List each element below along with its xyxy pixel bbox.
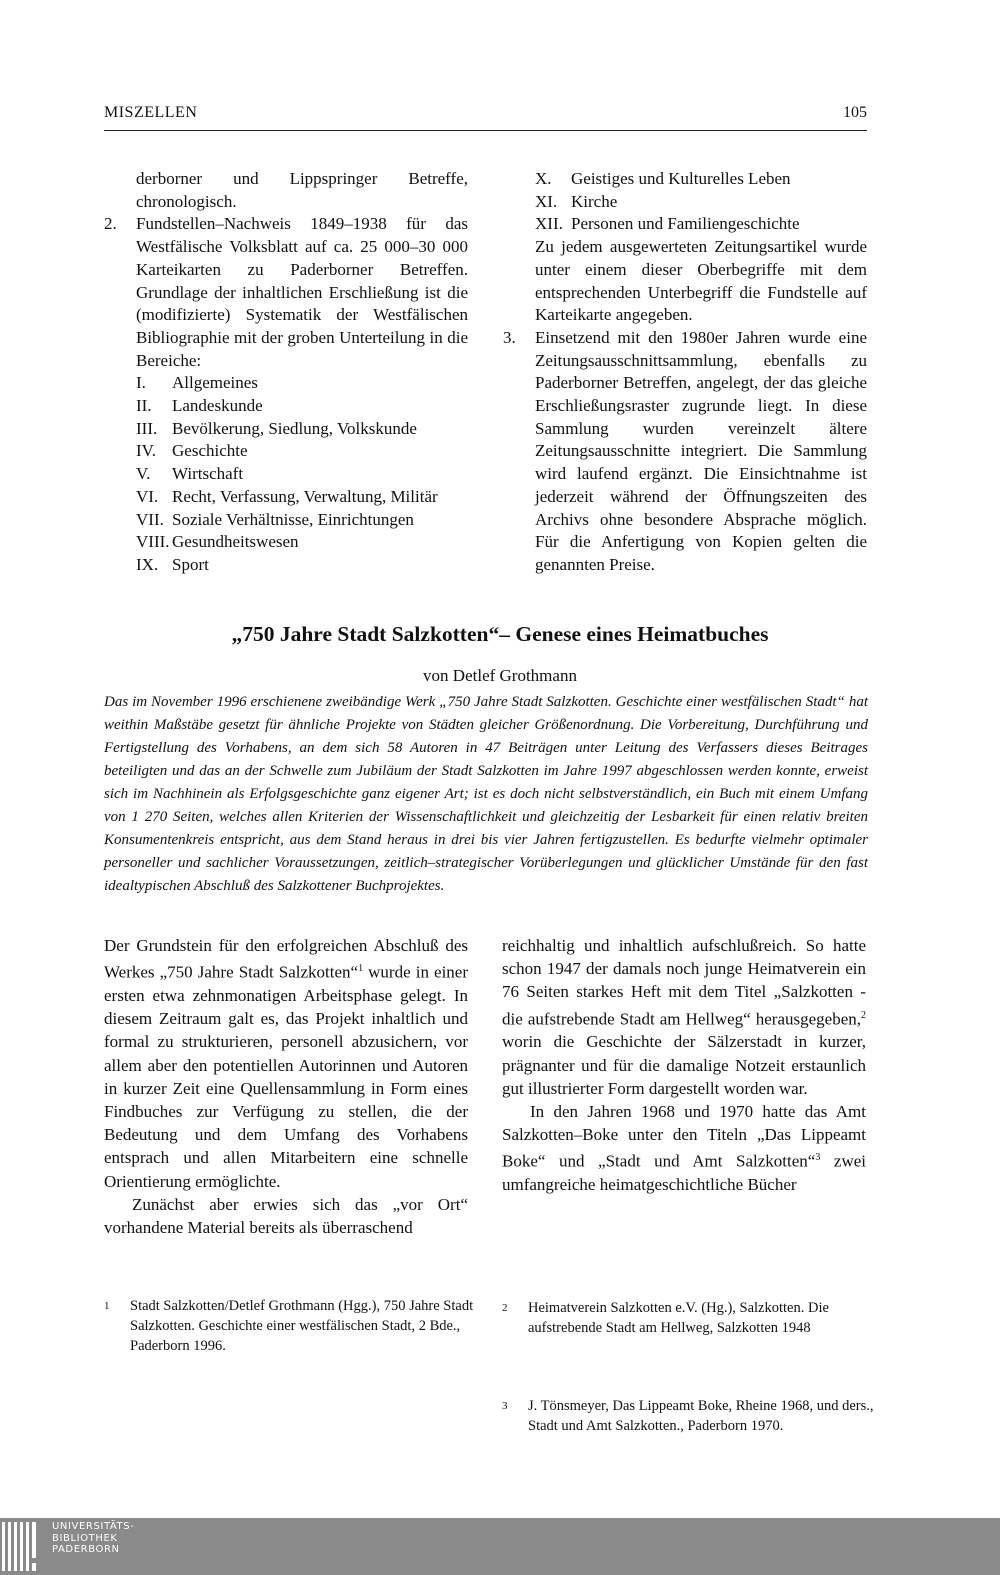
footnote-ref: 1 — [358, 963, 364, 975]
list-item — [136, 440, 468, 463]
list-item-label: Geschichte — [172, 441, 248, 461]
list-item — [136, 554, 468, 577]
roman-numeral: II. — [136, 396, 152, 416]
footnote-text: Heimatverein Salzkotten e.V. (Hg.), Salzkotten. Die aufstrebende Stadt am Hellweg, Salzkotten 1948 — [528, 1300, 829, 1336]
category-note: Zu jedem ausgewerteten Zeitungsartikel wurde unter einem dieser Oberbegriffe mit dem entsprechenden Unterbegriff die Fundstelle auf Karteikarte angegeben. — [535, 237, 867, 325]
list-item-3 — [503, 327, 867, 577]
logo-line: BIBLIOTHEK — [52, 1532, 118, 1544]
list-item-label: Sport — [172, 554, 209, 574]
list-item-label: Wirtschaft — [172, 464, 244, 484]
list-item-label: Landeskunde — [172, 396, 263, 416]
roman-numeral: IX. — [136, 554, 159, 574]
category-list-continued — [503, 168, 867, 236]
body-paragraph: Zunächst aber erwies sich das „vor Ort“ vorhandene Material bereits als überraschend — [104, 1194, 468, 1238]
list-item-label: Soziale Verhältnisse, Einrichtungen — [172, 509, 414, 529]
list-item — [136, 463, 468, 486]
category-list — [104, 372, 468, 576]
page-number: 105 — [843, 104, 867, 121]
body-text: In den Jahren 1968 und 1970 hatte das Amt Salzkotten–Boke unter den Titeln „Das Lippeamt Boke“ und „Stadt und Amt Salzkotten“ — [502, 1102, 866, 1172]
item-text: Einsetzend mit den 1980er Jahren wurde eine Zeitungsausschnittsammlung, ebenfalls zu Paderborner Betreffen, angelegt, der das gleiche Erschließungsraster zugrunde liegt. In diese Sammlung wurden vereinzelt ältere Zeitungsausschnitte integriert. Die Sammlung wird laufend ergänzt. Die Einsichtnahme ist jederzeit während der Öffnungszeiten des Archivs ohne besondere Absprache möglich. Für die Anfertigung von Kopien gelten die genannten Preise. — [535, 327, 867, 574]
footnote — [104, 1296, 494, 1356]
article-title: „750 Jahre Stadt Salzkotten“– Genese eines Heimatbuches — [231, 622, 769, 646]
article-abstract: Das im November 1996 erschienene zweibändige Werk „750 Jahre Stadt Salzkotten. Geschichte einer westfälischen Stadt“ hat weithin Maßstäbe gesetzt für ähnliche Projekte von Städten gleicher Größenordnung. Die Vorbereitung, Durchführung und Fertigstellung des Vorhabens, an dem sich 58 Autoren in 47 Beiträgen unter Leitung des Verfassers dieses Beitrages beteiligten und das an der Schwelle zum Jubiläum der Stadt Salzkotten im Jahre 1997 abgeschlossen werden konnte, erweist sich im Nachhinein als Erfolgsgeschichte ganz eigener Art; ist es doch nicht selbstverständlich, ein Buch mit einem Umfang von 1 270 Seiten, welches allen Kriterien der Wissenschaftlichkeit und gleichzeitig der Lesbarkeit für einen relativ breiten Konsumentenkreis entspricht, aus dem Stand heraus in drei bis vier Jahren fertigzustellen. Es bedurfte vielmehr optimaler personeller und sachlicher Voraussetzungen, zeitlich–strategischer Vorüberlegungen und glücklicher Umstände für den fast idealtypischen Abschluß des Salzkottener Buchprojektes. — [104, 694, 868, 894]
list-item — [535, 168, 867, 191]
list-item-2 — [104, 213, 468, 372]
library-logo-bars-icon — [0, 1518, 40, 1575]
running-title: MISZELLEN — [104, 104, 198, 121]
footnote-number: 3 — [502, 1400, 508, 1412]
list-item — [136, 395, 468, 418]
list-item-label: Allgemeines — [172, 373, 258, 393]
logo-line: UNIVERSITÄTS- — [52, 1521, 135, 1532]
body-paragraph — [502, 934, 866, 1100]
footnote — [502, 1396, 892, 1436]
list-item-label: Bevölkerung, Siedlung, Volkskunde — [172, 418, 417, 438]
footnote-text: Stadt Salzkotten/Detlef Grothmann (Hgg.), 750 Jahre Stadt Salzkotten. Geschichte einer westfälischen Stadt, 2 Bde., Paderborn 1996. — [130, 1298, 474, 1354]
list-item — [535, 213, 867, 236]
logo-line: PADERBORN — [52, 1544, 120, 1555]
roman-numeral: I. — [136, 373, 146, 393]
list-item — [535, 191, 867, 214]
body-paragraph — [104, 934, 468, 1193]
library-logo-text — [52, 1521, 134, 1556]
roman-numeral: X. — [535, 169, 552, 188]
roman-numeral: XII. — [535, 214, 563, 234]
list-item — [136, 372, 468, 395]
item-number: 2. — [104, 214, 117, 234]
body-left-column — [104, 934, 468, 1239]
body-text: reichhaltig und inhaltlich aufschlußreich. So hatte schon 1947 der damals noch junge Heimatverein ein 76 Seiten starkes Heft mit dem Titel „Salzkotten - die aufstrebende Stadt am Hellweg“ herausgegeben, — [502, 936, 866, 1029]
list-item — [136, 486, 468, 509]
footnote-ref: 3 — [815, 1152, 821, 1164]
body-text: zwei umfangreiche heimatgeschichtliche Bücher — [502, 1152, 866, 1195]
roman-numeral: XI. — [535, 191, 558, 211]
list-item-label: Gesundheitswesen — [172, 532, 299, 552]
footnote-number: 2 — [502, 1302, 508, 1314]
body-right-column — [502, 934, 866, 1197]
upper-right-column — [503, 168, 867, 577]
item-text: Fundstellen–Nachweis 1849–1938 für das Westfälische Volksblatt auf ca. 25 000–30 000 Karteikarten zu Paderborner Betreffen. Grundlage der inhaltlichen Erschließung ist die (modifizierte) Systematik der Westfälischen Bibliographie mit der groben Unterteilung in die Bereiche: — [136, 214, 468, 370]
roman-numeral: V. — [136, 464, 151, 484]
roman-numeral: III. — [136, 418, 158, 438]
list-item — [136, 531, 468, 554]
list-item-label: Geistiges und Kulturelles Leben — [571, 169, 791, 188]
item-number: 3. — [503, 327, 516, 347]
article-author: von Detlef Grothmann — [423, 666, 577, 685]
footnote-ref: 2 — [861, 1009, 866, 1021]
roman-numeral: VII. — [136, 509, 164, 529]
footer-band — [0, 1518, 1000, 1575]
list-item-label: Personen und Familiengeschichte — [571, 214, 800, 234]
list-item — [136, 418, 468, 441]
footnote — [502, 1298, 892, 1338]
list-item-label: Kirche — [571, 191, 618, 211]
footnote-text: J. Tönsmeyer, Das Lippeamt Boke, Rheine 1968, und ders., Stadt und Amt Salzkotten., Paderborn 1970. — [528, 1398, 874, 1434]
list-item — [136, 509, 468, 532]
upper-left-column — [104, 168, 468, 577]
body-text: wurde in einer ersten etwa zehnmonatigen Arbeitsphase gelegt. In diesem Zeitraum galt es, das Projekt inhaltlich und formal zu strukturieren, personell abzusichern, vor allem aber den potentiellen Autorinnen und Autoren in kurzer Zeit eine Quellensammlung in Form eines Findbuches zur Verfügung zu stellen, die der Bedeutung und dem Umfang des Vorhabens entsprach und allen Mitarbeitern eine schnelle Orientierung ermöglichte. — [104, 962, 468, 1191]
continued-text: derborner und Lippspringer Betreffe, chronologisch. — [136, 169, 468, 211]
roman-numeral: VI. — [136, 486, 159, 506]
list-item-label: Recht, Verfassung, Verwaltung, Militär — [172, 486, 438, 506]
roman-numeral: VIII. — [136, 532, 170, 552]
body-text: Der Grundstein für den erfolgreichen Abschluß des Werkes „750 Jahre Stadt Salzkotten“ — [104, 936, 468, 982]
body-paragraph — [502, 1100, 866, 1196]
body-text: worin die Geschichte der Sälzerstadt in kurzer, prägnanter und für die damalige Notzeit erstaunlich gut illustrierter Form dargestellt worden war. — [502, 1032, 866, 1098]
footnote-number: 1 — [104, 1300, 110, 1312]
running-header — [104, 104, 867, 131]
roman-numeral: IV. — [136, 441, 156, 461]
